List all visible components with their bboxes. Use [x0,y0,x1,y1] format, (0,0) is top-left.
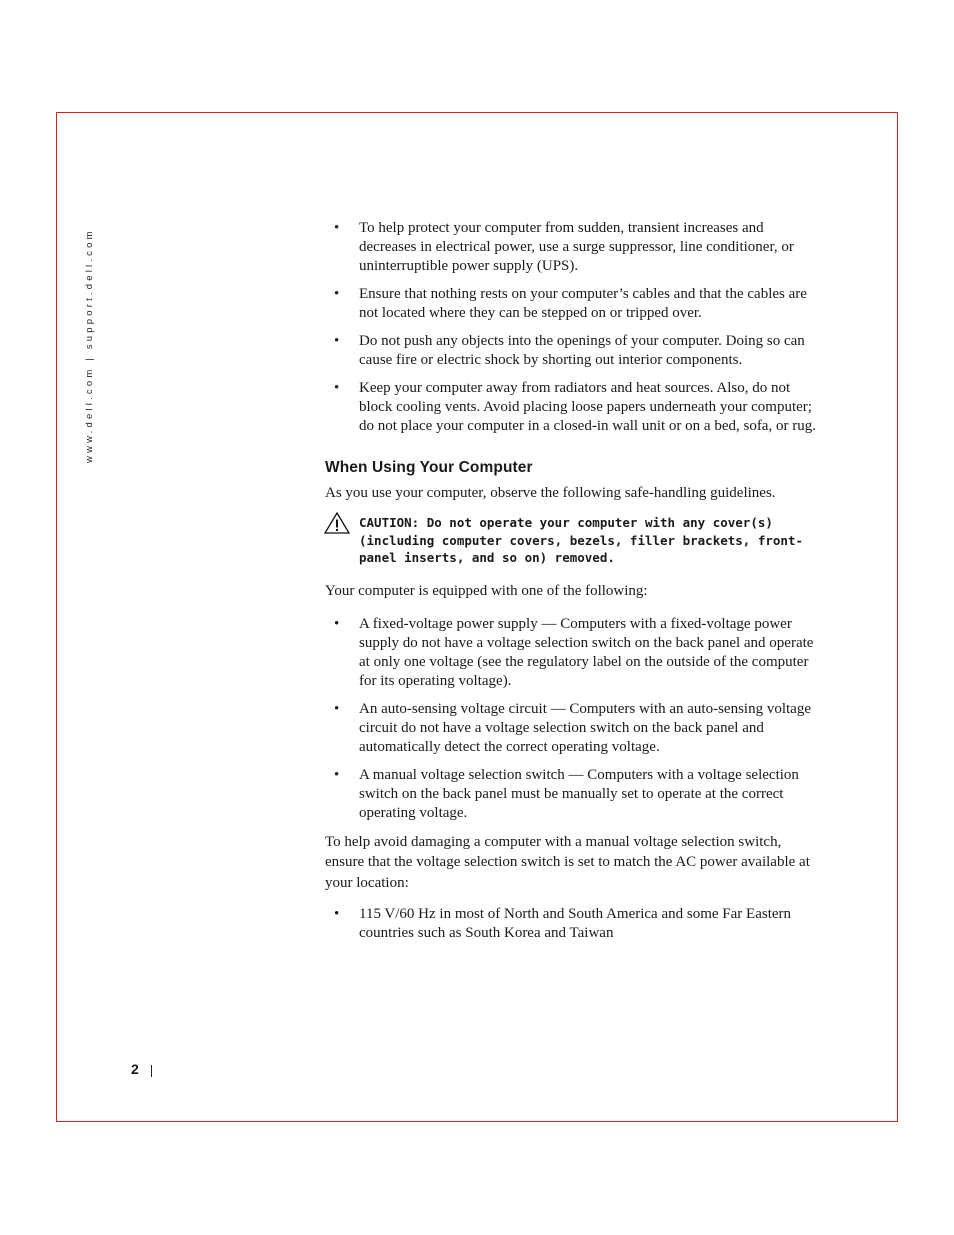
caution-notice [325,514,817,567]
list-item-text: A manual voltage selection switch — Computers with a voltage selection switch on the back panel must be manually set to operate at the correct operating voltage. [359,766,799,821]
list-item-text: Do not push any objects into the openings of your computer. Doing so can cause fire or electric shock by shorting out interior components. [359,333,805,368]
bullet-icon: • [334,286,340,302]
side-url: www.dell.com | support.dell.com [84,228,95,463]
list-item-text: To help protect your computer from sudden, transient increases and decreases in electrical power, use a surge suppressor, line conditioner, or uninterruptible power supply (UPS). [359,220,794,274]
list-item-text: Keep your computer away from radiators and heat sources. Also, do not block cooling vents. Avoid placing loose papers underneath your computer; do not place your computer in a closed-in wall unit or on a bed, sofa, or rug. [359,380,816,434]
section-heading: When Using Your Computer [325,459,533,476]
list-item [325,700,817,757]
intro-paragraph: As you use your computer, observe the following safe-handling guidelines. [325,485,776,501]
list-item-text: A fixed-voltage power supply — Computers with a fixed-voltage power supply do not have a voltage selection switch on the back panel and operate at only one voltage (see the regulatory label on the outside of the computer for its operating voltage). [359,615,814,689]
bullet-icon: • [334,615,340,632]
caution-text: CAUTION: Do not operate your computer with any cover(s) (including computer covers, bezels, filler brackets, front-panel inserts, and so on) removed. [359,515,804,565]
avoid-damage-paragraph: To help avoid damaging a computer with a manual voltage selection switch, ensure that the voltage selection switch is set to match the AC power available at your location: [325,833,810,891]
bullet-icon: • [334,700,340,717]
bullet-icon: • [334,333,340,349]
warning-triangle-icon [323,511,351,535]
list-item [325,285,817,323]
bullet-icon: • [334,380,340,396]
list-item [325,766,817,823]
page-number: 2 [131,1061,139,1077]
safety-bullet-list [325,219,817,436]
list-item-text: An auto-sensing voltage circuit — Computers with an auto-sensing voltage circuit do not have a voltage selection switch on the back panel and automatically detect the correct operating voltage. [359,700,811,755]
list-item-text: 115 V/60 Hz in most of North and South America and some Far Eastern countries such as South Korea and Taiwan [359,906,792,941]
bullet-icon: • [334,766,340,783]
list-item [325,379,817,436]
list-item-text: Ensure that nothing rests on your computer’s cables and that the cables are not located where they can be stepped on or tripped over. [359,286,807,321]
list-item [325,332,817,370]
page-number-separator [151,1065,152,1077]
equipped-paragraph: Your computer is equipped with one of the following: [325,582,648,599]
power-options-list [325,615,817,823]
bullet-icon: • [334,220,340,236]
bullet-icon: • [334,906,340,922]
list-item [325,905,817,943]
main-content [325,219,817,952]
list-item [325,219,817,276]
voltage-list [325,905,817,943]
list-item [325,615,817,691]
